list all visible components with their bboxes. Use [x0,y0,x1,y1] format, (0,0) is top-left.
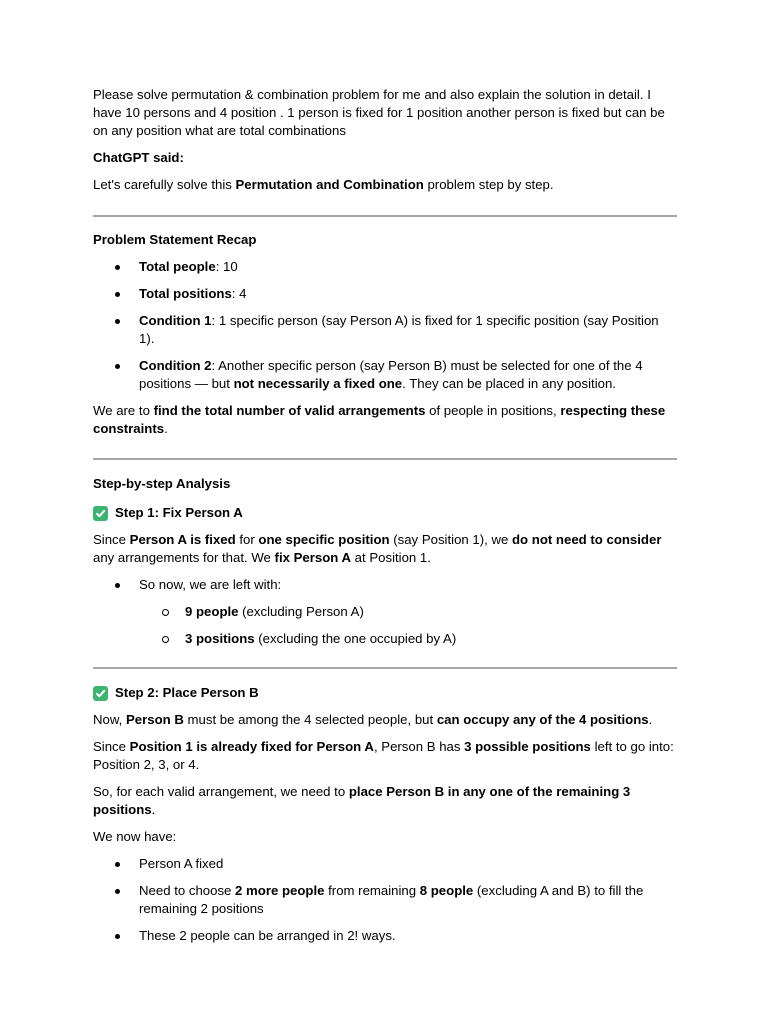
list-item: Person A fixed [93,855,677,873]
list-item: 3 positions (excluding the one occupied by A) [139,630,677,648]
intro-paragraph: Let's carefully solve this Permutation and Combination problem step by step. [93,177,554,192]
step1-sublist [139,603,677,648]
list-item: So now, we are left with: 9 people (excluding Person A) 3 positions (excluding the one occupied by A) [93,576,677,648]
step1-list [93,576,677,648]
section-divider [93,458,677,460]
recap-summary: We are to find the total number of valid arrangements of people in positions, respecting these constraints. [93,403,666,436]
section-divider [93,215,677,217]
step1-title: Step 1: Fix Person A [93,504,677,522]
section-divider [93,667,677,669]
chat-transcript [93,86,677,954]
recap-heading: Problem Statement Recap [93,232,257,247]
step1-paragraph: Since Person A is fixed for one specific position (say Position 1), we do not need to consider any arrangements for that. We fix Person A at Position 1. [93,532,662,565]
list-item: Condition 1: 1 specific person (say Person A) is fixed for 1 specific position (say Position 1). [93,312,677,348]
step2-paragraph-4: We now have: [93,829,177,844]
white-check-mark-icon [93,506,108,521]
list-item: Total positions: 4 [93,285,677,303]
step2-list [93,855,677,945]
list-item: Total people: 10 [93,258,677,276]
list-item: Condition 2: Another specific person (say Person B) must be selected for one of the 4 positions — but not necessarily a fixed one. They can be placed in any position. [93,357,677,393]
analysis-heading: Step-by-step Analysis [93,476,231,491]
list-item: These 2 people can be arranged in 2! ways. [93,927,677,945]
step2-paragraph-1: Now, Person B must be among the 4 selected people, but can occupy any of the 4 positions. [93,712,653,727]
step2-title: Step 2: Place Person B [93,684,677,702]
white-check-mark-icon [93,686,108,701]
recap-list [93,258,677,393]
user-question: Please solve permutation & combination problem for me and also explain the solution in detail. I have 10 persons and 4 position . 1 person is fixed for 1 position another person is fixed but can be on any position what are total combinations [93,87,665,138]
step2-paragraph-3: So, for each valid arrangement, we need to place Person B in any one of the remaining 3 positions. [93,784,631,817]
step2-paragraph-2: Since Position 1 is already fixed for Person A, Person B has 3 possible positions left to go into: Position 2, 3, or 4. [93,739,674,772]
speaker-label: ChatGPT said: [93,150,184,165]
list-item: 9 people (excluding Person A) [139,603,677,621]
list-item: Need to choose 2 more people from remaining 8 people (excluding A and B) to fill the remaining 2 positions [93,882,677,918]
